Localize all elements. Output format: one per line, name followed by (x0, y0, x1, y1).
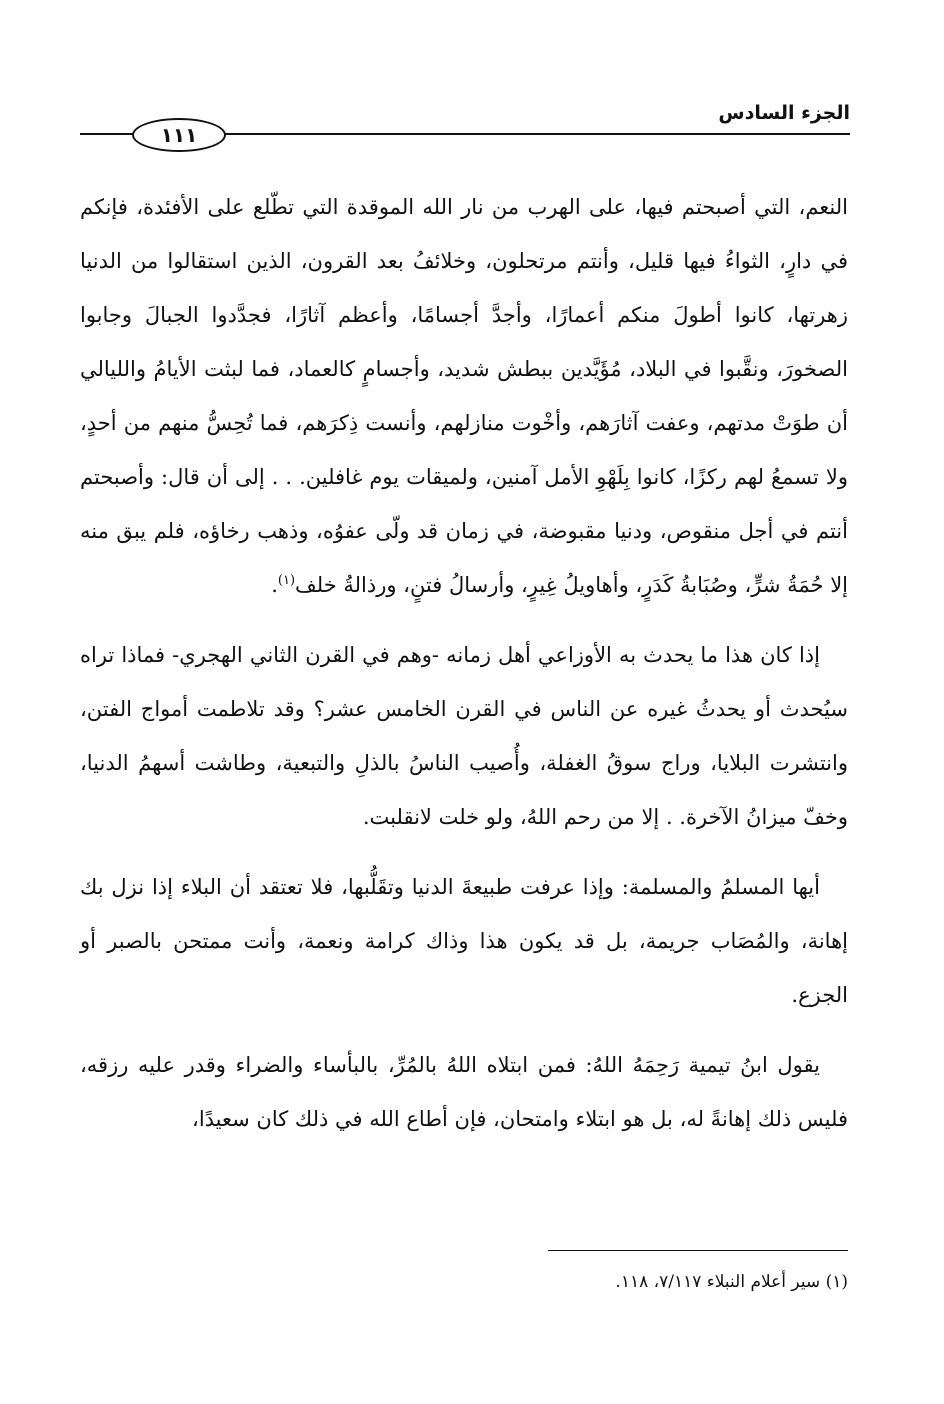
footnote-rule (548, 1250, 848, 1251)
paragraph-tail: . (271, 573, 278, 597)
paragraph-1 (80, 180, 848, 612)
running-header (80, 98, 850, 158)
page-number-badge: ١١١ (132, 118, 226, 152)
footnote-reference: (١) (277, 573, 296, 588)
paragraph-2: إذا كان هذا ما يحدث به الأوزاعي أهل زمانه -وهم في القرن الثاني الهجري- فماذا تراه سيُحدث أو يحدثُ غيره عن الناس في القرن الخامس عشر؟ وقد تلاطمت أمواج الفتن، وانتشرت البلايا، وراج سوقُ الغفلة، وأُصيب الناسُ بالذلِ والتبعية، وطاشت أسهمُ الدنيا، وخفّ ميزانُ الآخرة. . إلا من رحم اللهُ، ولو خلت لانقلبت. (80, 643, 848, 829)
paragraph-3: أيها المسلمُ والمسلمة: وإذا عرفت طبيعةَ الدنيا وتقَلُّبها، فلا تعتقد أن البلاء إذا نزل بك إهانة، والمُصَاب جريمة، بل قد يكون هذا وذاك كرامة ونعمة، وأنت ممتحن بالصبر أو الجزع. (80, 875, 848, 1007)
body-text (80, 180, 848, 1162)
header-title: الجزء السادس (718, 102, 850, 124)
paragraph-text: النعم، التي أصبحتم فيها، على الهرب من نار الله الموقدة التي تطّلع على الأفئدة، فإنكم في دارٍ، الثواءُ فيها قليل، وأنتم مرتحلون، وخلائفُ بعد القرون، الذين استقالوا من الدنيا زهرتها، كانوا أطولَ منكم أعمارًا، وأجدَّ أجسامًا، وأعظم آثارًا، فجدَّدوا الجبالَ وجابوا الصخورَ، ونقَّبوا في البلاد، مُؤَيَّدين ببطش شديد، وأجسامٍ كالعماد، فما لبثت الأيامُ والليالي أن طوَتْ مدتهم، وعفت آثارَهم، وأخْوت منازلهم، وأنست ذِكرَهم، فما تُحِسُّ منهم من أحدٍ، ولا تسمعُ لهم ركزًا، كانوا بِلَهْوِ الأمل آمنين، ولميقات يوم غافلين. . . إلى أن قال: وأصبحتم أنتم في أجل منقوص، ودنيا مقبوضة، في زمان قد ولّى عفوُه، وذهب رخاؤه، فلم يبق منه إلا حُمَةُ شرٍّ، وصُبَابةُ كَدَرٍ، وأهاويلُ غِيرٍ، وأرسالُ فتنٍ، ورذالةُ خلف (80, 195, 848, 597)
paragraph-4: يقول ابنُ تيمية رَحِمَهُ اللهُ: فمن ابتلاه اللهُ بالمُرِّ، بالبأساء والضراء وقدر عليه رزقه، فليس ذلك إهانةً له، بل هو ابتلاء وامتحان، فإن أطاع الله في ذلك كان سعيدًا، (80, 1053, 848, 1131)
footnote: (١) سير أعلام النبلاء ٧/١١٧، ١١٨. (615, 1272, 848, 1292)
